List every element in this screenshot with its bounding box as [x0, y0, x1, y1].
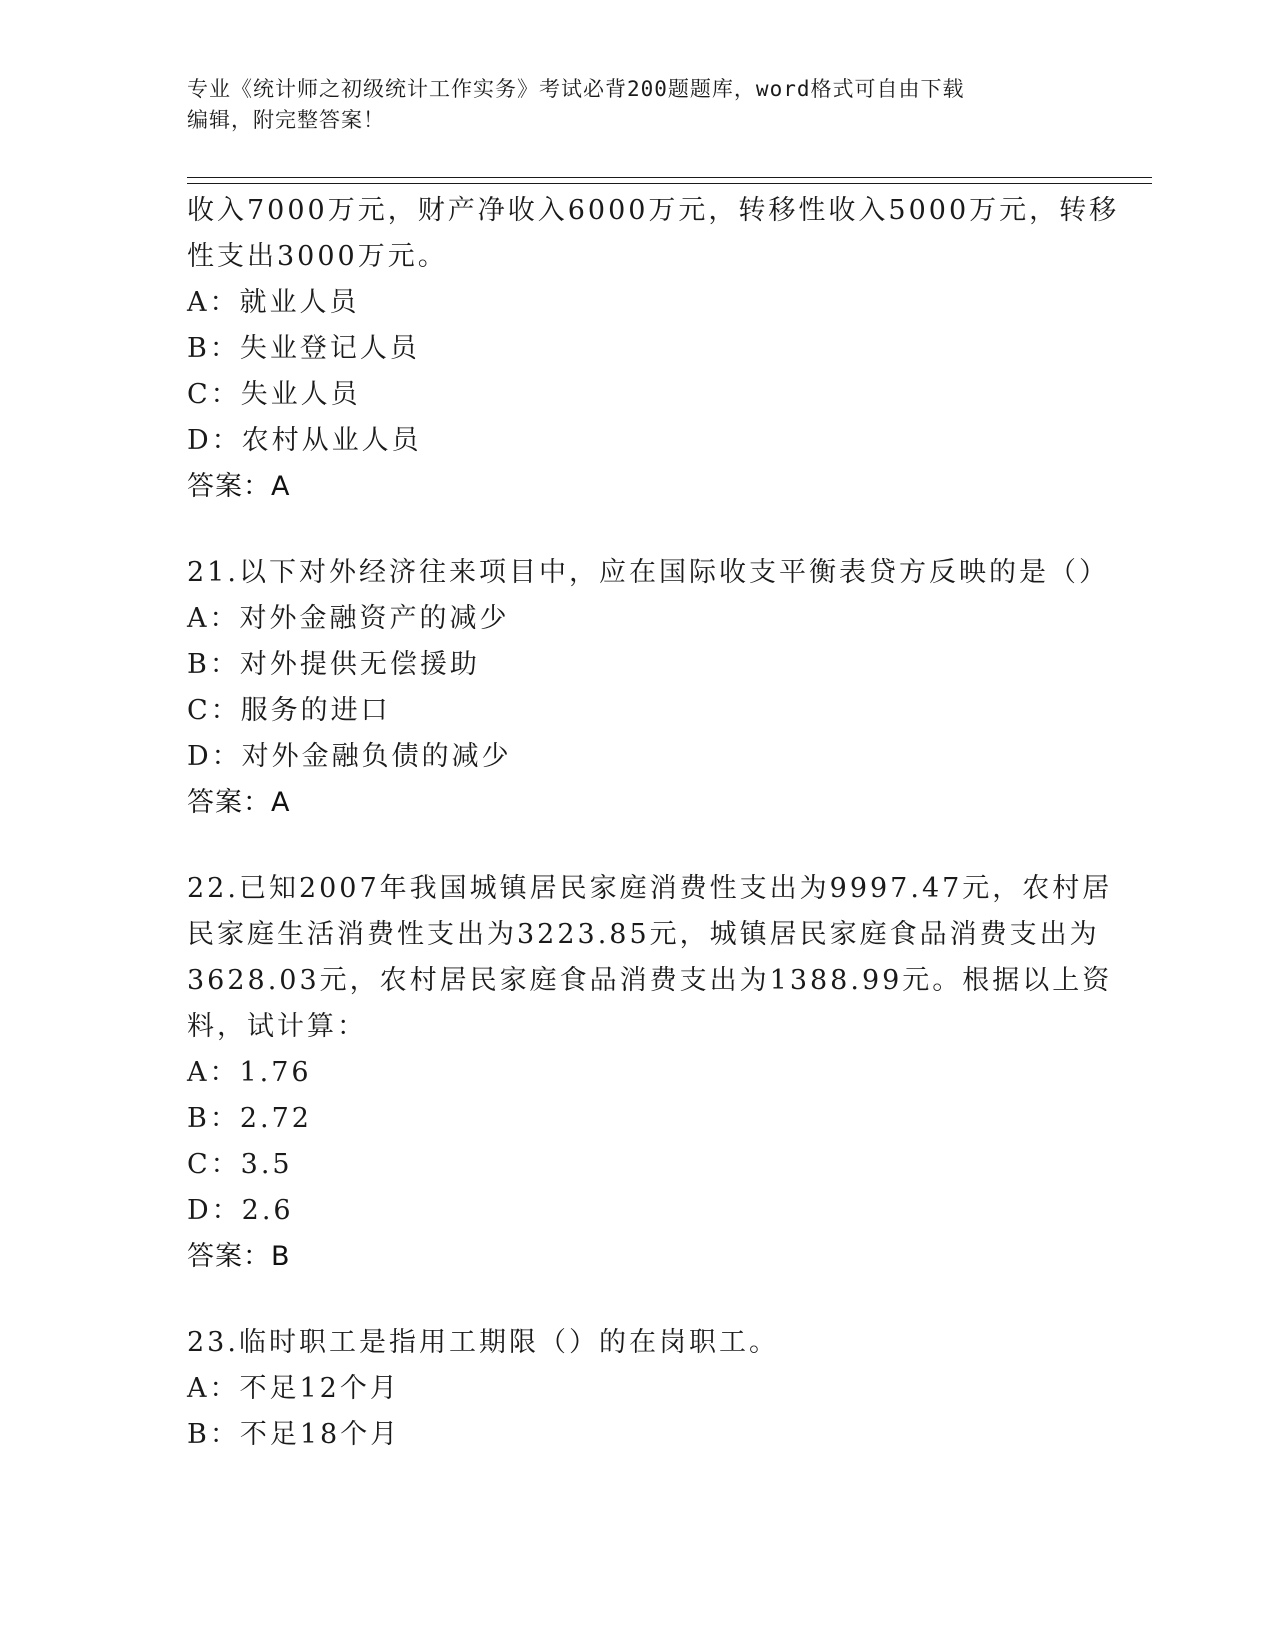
question-text: 料，试计算： — [187, 1011, 367, 1042]
question-text: 性支出3000万元。 — [187, 241, 448, 272]
question-block — [187, 866, 1113, 1280]
question-text: 23.临时职工是指用工期限（）的在岗职工。 — [187, 1327, 779, 1358]
question-block — [187, 188, 1120, 510]
option-a: A：对外金融资产的减少 — [187, 603, 510, 634]
option-b: B：失业登记人员 — [187, 333, 420, 364]
question-text: 收入7000万元，财产净收入6000万元，转移性收入5000万元，转移 — [187, 195, 1120, 226]
question-text: 22.已知2007年我国城镇居民家庭消费性支出为9997.47元，农村居 — [187, 873, 1113, 904]
question-text: 3628.03元，农村居民家庭食品消费支出为1388.99元。根据以上资 — [187, 965, 1113, 996]
option-c: C：3.5 — [187, 1149, 293, 1180]
option-a: A：1.76 — [187, 1057, 312, 1088]
option-b: B：对外提供无偿援助 — [187, 649, 480, 680]
option-b: B：不足18个月 — [187, 1419, 401, 1450]
option-d: D：2.6 — [187, 1195, 294, 1226]
header-divider-top — [187, 177, 1152, 178]
answer-line: 答案：A — [187, 787, 291, 818]
header-divider-bottom — [187, 183, 1152, 184]
option-b: B：2.72 — [187, 1103, 312, 1134]
question-text: 21.以下对外经济往来项目中，应在国际收支平衡表贷方反映的是（） — [187, 557, 1109, 588]
option-a: A：不足12个月 — [187, 1373, 400, 1404]
question-text: 民家庭生活消费性支出为3223.85元，城镇居民家庭食品消费支出为 — [187, 919, 1100, 950]
question-block — [187, 1320, 1077, 1458]
spacer — [187, 826, 1077, 866]
question-block — [187, 550, 1109, 826]
question-list — [187, 188, 1120, 1458]
spacer — [187, 510, 1077, 550]
header-title-line2: 编辑，附完整答案！ — [187, 108, 385, 132]
option-c: C：失业人员 — [187, 379, 361, 410]
header-title-line1: 专业《统计师之初级统计工作实务》考试必背200题题库，word格式可自由下载 — [187, 77, 965, 101]
document-header — [187, 74, 1087, 136]
option-d: D：农村从业人员 — [187, 425, 422, 456]
answer-line: 答案：B — [187, 1241, 291, 1272]
answer-line: 答案：A — [187, 471, 291, 502]
option-a: A：就业人员 — [187, 287, 360, 318]
option-c: C：服务的进口 — [187, 695, 391, 726]
option-d: D：对外金融负债的减少 — [187, 741, 512, 772]
spacer — [187, 1280, 1077, 1320]
